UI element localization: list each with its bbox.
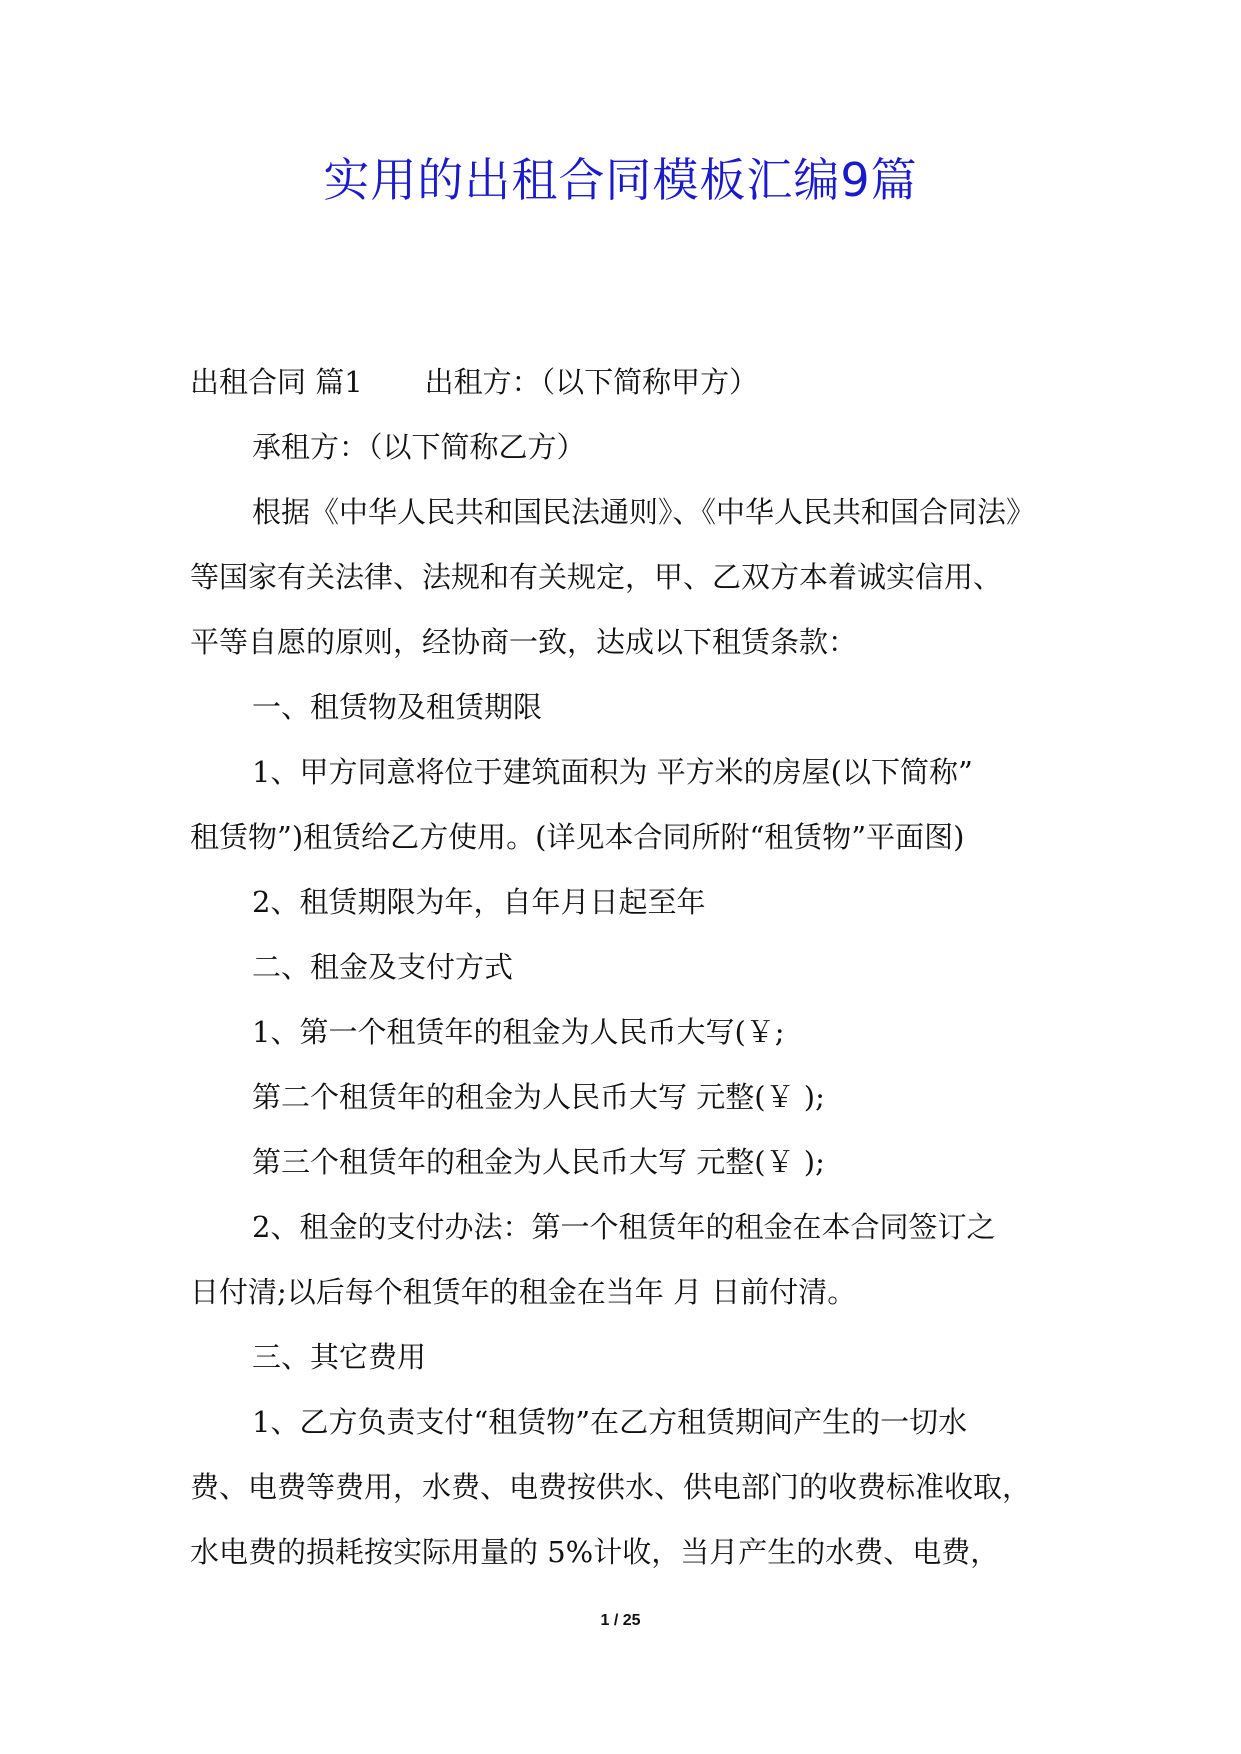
- paragraph-line: 租赁物”)租赁给乙方使用。(详见本合同所附“租赁物”平面图): [190, 820, 965, 854]
- document-body: [190, 350, 1070, 1585]
- section-heading: 出租合同 篇1: [190, 365, 363, 399]
- page-number: 1 / 25: [600, 1612, 641, 1629]
- paragraph-line: 费、电费等费用，水费、电费按供水、供电部门的收费标准收取，: [190, 1470, 1032, 1504]
- paragraph-line: 二、租金及支付方式: [252, 950, 514, 984]
- paragraph-line: 2、租赁期限为年，自年月日起至年: [252, 885, 706, 919]
- paragraph-line: 1、第一个租赁年的租金为人民币大写(￥;: [252, 1015, 785, 1049]
- paragraph-line: 三、其它费用: [252, 1340, 427, 1374]
- paragraph-line: 承租方：（以下简称乙方）: [252, 430, 586, 464]
- paragraph-line: 等国家有关法律、法规和有关规定，甲、乙双方本着诚实信用、: [190, 560, 1003, 594]
- paragraph-line: 平等自愿的原则，经协商一致，达成以下租赁条款：: [190, 625, 858, 659]
- document-title: 实用的出租合同模板汇编9篇: [323, 153, 918, 207]
- paragraph-line: 第二个租赁年的租金为人民币大写 元整(￥ );: [252, 1080, 825, 1114]
- paragraph-line: 水电费的损耗按实际用量的 5%计收，当月产生的水费、电费，: [190, 1535, 1000, 1569]
- paragraph-line: 2、租金的支付办法：第一个租赁年的租金在本合同签订之: [252, 1210, 996, 1244]
- paragraph-line: [190, 350, 1070, 415]
- paragraph-line: 第三个租赁年的租金为人民币大写 元整(￥ );: [252, 1145, 825, 1179]
- paragraph-line: 1、甲方同意将位于建筑面积为 平方米的房屋(以下简称”: [252, 755, 973, 789]
- lessor-label: 出租方：（以下简称甲方）: [424, 365, 759, 399]
- paragraph-line: 1、乙方负责支付“租赁物”在乙方租赁期间产生的一切水: [252, 1405, 968, 1439]
- paragraph-line: 一、租赁物及租赁期限: [252, 690, 543, 724]
- paragraph-line: 日付清;以后每个租赁年的租金在当年 月 日前付清。: [190, 1275, 857, 1309]
- paragraph-line: 根据《中华人民共和国民法通则》、《中华人民共和国合同法》: [252, 495, 1036, 529]
